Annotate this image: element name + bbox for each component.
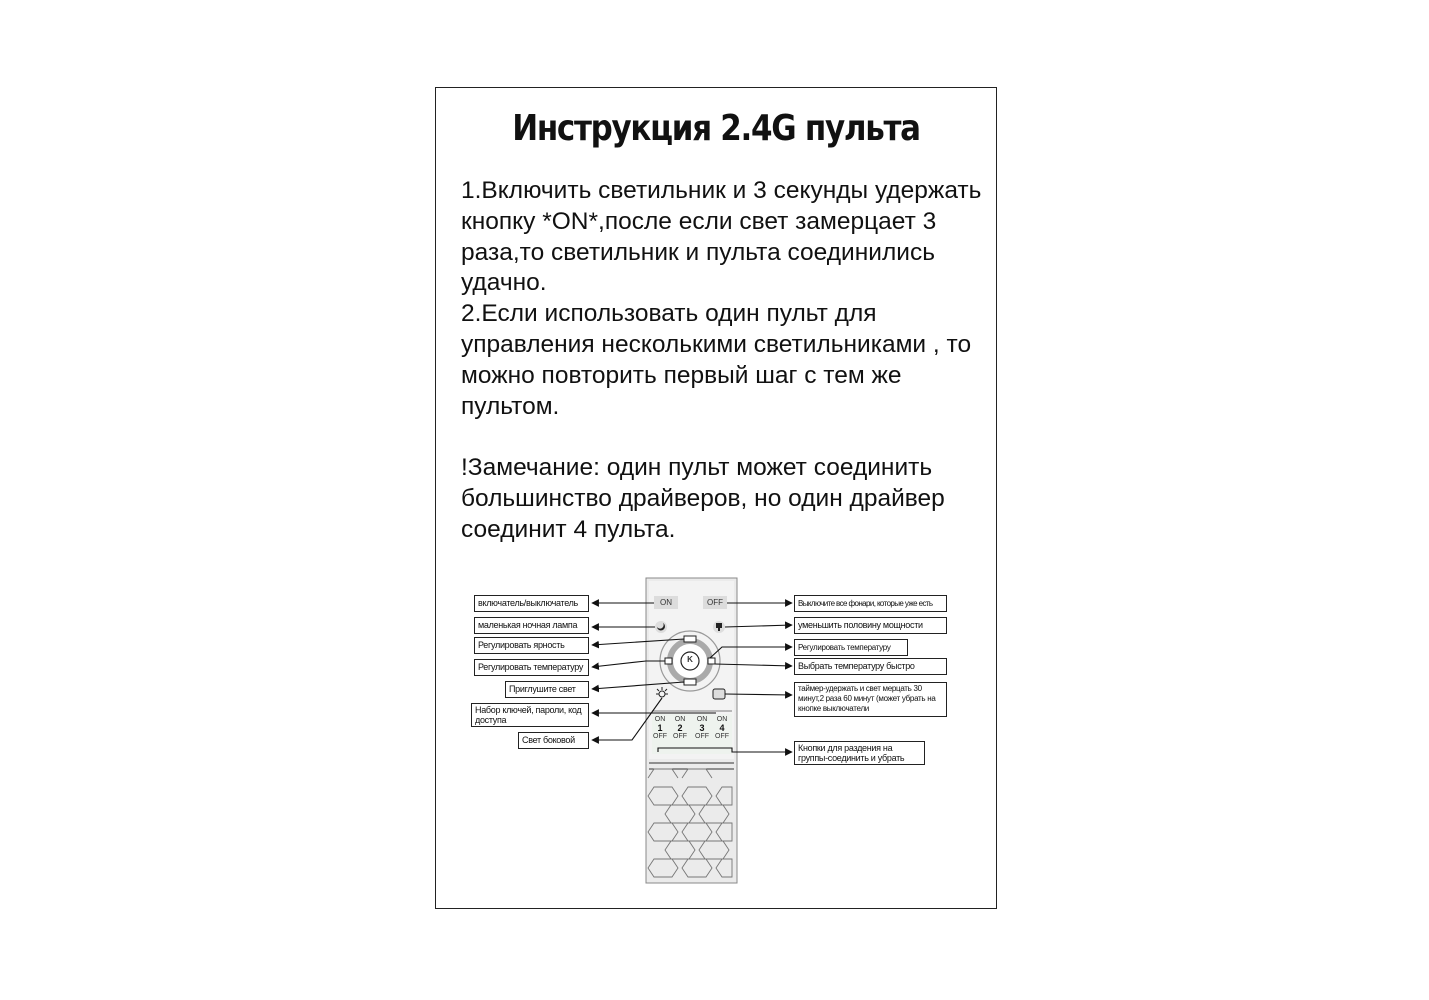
page-title: Инструкция 2.4G пульта — [512, 108, 920, 149]
on-button-label[interactable]: ON — [660, 598, 672, 607]
label-temperature-right: Регулировать температуру — [794, 639, 908, 656]
label-quick-temperature: Выбрать температуру быстро — [794, 658, 947, 675]
label-side-light: Свет боковой — [518, 732, 589, 749]
label-groups: Кнопки для раздения на группы-соединить и убрать — [794, 741, 925, 765]
label-temperature-left: Регулировать температуру — [474, 659, 589, 676]
remote-diagram — [436, 88, 998, 910]
group-4[interactable] — [713, 716, 731, 740]
off-button-label[interactable]: OFF — [707, 598, 723, 607]
group-1-off[interactable]: OFF — [653, 733, 667, 740]
group-3-on[interactable]: ON — [696, 716, 708, 723]
night-lamp-icon — [655, 621, 667, 633]
label-all-off: Выключите все фонари, которые уже есть — [794, 595, 947, 612]
step-2-text: 2.Если использовать один пульт для управления несколькими светильниками , то можно повторить первый шаг с тем же пультом. — [461, 300, 972, 420]
group-3-number: 3 — [699, 723, 705, 733]
remote-drawing — [436, 88, 998, 910]
group-4-on[interactable]: ON — [716, 716, 728, 723]
group-4-number: 4 — [719, 723, 725, 733]
group-4-off[interactable]: OFF — [715, 733, 729, 740]
label-brightness: Регулировать ярность — [474, 637, 589, 654]
label-half-power: уменьшить половину мощности — [794, 617, 947, 634]
label-key-set: Набор ключей, пароли, код доступа — [471, 703, 589, 727]
group-1-number: 1 — [657, 723, 663, 733]
brightness-up-icon — [684, 636, 696, 642]
brightness-down-icon — [684, 679, 696, 685]
group-2-number: 2 — [677, 723, 683, 733]
instruction-sheet — [435, 87, 997, 909]
center-button-label[interactable]: K — [687, 655, 693, 664]
label-timer: таймер-удержать и свет мерцать 30 минут,2 раза 60 минут (может убрать на кнопке выключатели — [794, 682, 947, 717]
group-2[interactable] — [671, 716, 689, 740]
label-dim: Приглушите свет — [505, 681, 589, 698]
group-3[interactable] — [693, 716, 711, 740]
label-power-toggle: включатель/выключатель — [474, 595, 589, 612]
label-night-lamp: маленькая ночная лампа — [474, 617, 589, 634]
group-2-off[interactable]: OFF — [673, 733, 687, 740]
note-text: !Замечание: один пульт может соединить большинство драйверов, но один драйвер соединит 4 пульта. — [461, 454, 945, 543]
group-2-on[interactable]: ON — [674, 716, 686, 723]
step-1-text: 1.Включить светильник и 3 секунды удержать кнопку *ON*,после если свет замерцает 3 раза,то светильник и пульта соединились удачно. — [461, 177, 982, 297]
group-1[interactable] — [651, 716, 669, 740]
temp-right-icon — [708, 658, 715, 664]
group-1-on[interactable]: ON — [654, 716, 666, 723]
timer-icon — [713, 689, 725, 699]
group-3-off[interactable]: OFF — [695, 733, 709, 740]
temp-left-icon — [665, 658, 672, 664]
